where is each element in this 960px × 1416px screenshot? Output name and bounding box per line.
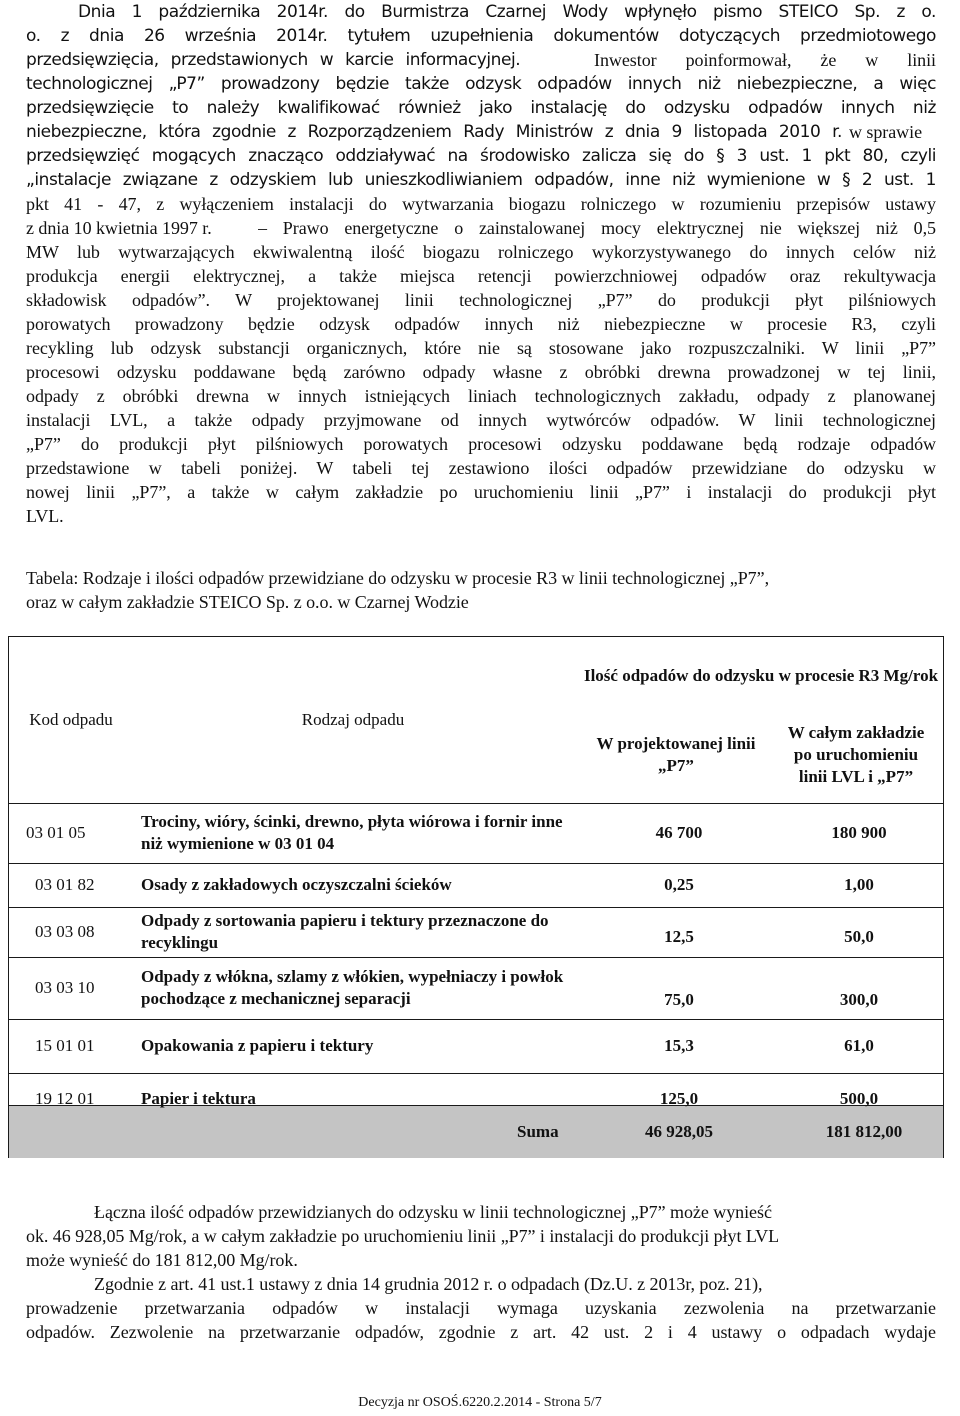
text-line: prowadzenie przetwarzania odpadów w instalacji wymaga uzyskania zezwolenia na przetwarzanie [26,1298,936,1318]
row-code: 19 12 01 [35,1089,95,1108]
row-code: 15 01 01 [35,1036,95,1055]
text-line: Dnia 1 października 2014r. do Burmistrza Czarnej Wody wpłynęło pismo STEICO Sp. z o. [78,2,936,22]
text-line: LVL. [26,506,64,526]
text-line: niebezpieczne, która zgodnie z Rozporządzeniem Rady Ministrów z dnia 9 listopada 2010 r. [26,122,842,142]
header-type: Rodzaj odpadu [301,710,405,729]
waste-table [8,636,944,1158]
text-line: przedstawione w tabeli poniżej. W tabeli tej zestawiono ilości odpadów przewidziane do odzysku w [26,458,936,478]
row-code: 03 03 10 [35,978,95,997]
text-line: w sprawie [849,122,923,142]
row-p7: 12,5 [664,927,694,946]
text-line: ok. 46 928,05 Mg/rok, a w całym zakładzie po uruchomieniu linii „P7” i instalacji do produkcji płyt LVL [26,1226,780,1246]
sum-plant: 181 812,00 [825,1121,903,1141]
text-line: technologicznej „P7” prowadzony będzie także odzysk odpadów innych niż niebezpieczne, a więc [26,74,936,94]
text-line: składowisk odpadów”. W projektowanej linii technologicznej „P7” do produkcji płyt pilśniowych [26,290,936,310]
text-line: pkt 41 - 47, z wyłączeniem instalacji do wytwarzania biogazu rolniczego w rozumieniu przepisów ustawy [26,194,936,214]
text-line: odpady z obróbki drewna w innych istniejących liniach technologicznych zakładu, odpady z planowanej [26,386,936,406]
table-caption: Tabela: Rodzaje i ilości odpadów przewidziane do odzysku w procesie R3 w linii technologicznej „P7”, [26,568,770,588]
text-line: z dnia 10 kwietnia 1997 r. [26,218,212,238]
text-line: Zgodnie z art. 41 ust.1 ustawy z dnia 14 grudnia 2012 r. o odpadach (Dz.U. z 2013r, poz. 21), [94,1274,763,1294]
header-whole-plant: W całym zakładzie po uruchomieniu linii LVL i „P7” [787,723,925,786]
row-plant: 50,0 [844,927,874,946]
text-line: procesowi odzysku poddawane będą zarówno odpady własne z obróbki drewna prowadzonej w tej linii, [26,362,936,382]
text-line: przedsięwzięcie to należy kwalifikować również jako instalację do odzysku odpadów innych niż [26,98,936,118]
row-p7: 46 700 [655,823,703,842]
text-line: o. z dnia 26 września 2014r. tytułem uzupełnienia dokumentów dotyczących przedmiotowego [26,26,936,46]
header-line-p7: W projektowanej linii „P7” [596,734,756,775]
text-line: produkcja energii elektrycznej, a także miejsca retencji powierzchniowej odpadów oraz rekultywacja [26,266,936,286]
row-code: 03 01 82 [35,875,95,894]
text-line: instalacji LVL, a także odpady przyjmowane od innych wytwórców odpadów. W linii technologicznej [26,410,936,430]
sum-p7: 46 928,05 [645,1121,713,1141]
sum-label: Suma [517,1121,559,1141]
text-line: przedsięwzięć mogących znacząco oddziaływać na środowisko zalicza się do § 3 ust. 1 pkt 80, czyli [26,146,936,166]
row-type: Odpady z sortowania papieru i tektury przeznaczone do recyklingu [141,911,549,952]
row-type: Opakowania z papieru i tektury [141,1036,374,1055]
text-line: porowatych prowadzony będzie odzysk odpadów innych niż niebezpieczne w procesie R3, czyli [26,314,936,334]
row-plant: 180 900 [831,823,887,842]
row-type: Osady z zakładowych oczyszczalni ścieków [141,875,452,894]
row-code: 03 01 05 [26,823,86,842]
row-type: Trociny, wióry, ścinki, drewno, płyta wiórowa i fornir inne niż wymienione w 03 01 04 [141,812,563,853]
row-plant: 300,0 [839,990,879,1009]
row-plant: 61,0 [844,1036,874,1055]
header-amount-group: Ilość odpadów do odzysku w procesie R3 Mg/rok [583,666,939,685]
text-line: recykling lub odzysk substancji organicznych, które nie są stosowane jako rozpuszczalniki. W linii „P7” [26,338,936,358]
row-plant: 1,00 [844,875,874,894]
text-line: „P7” do produkcji płyt pilśniowych porowatych procesowi odzysku poddawane będą rodzaje odpadów [26,434,936,454]
row-p7: 0,25 [664,875,694,894]
row-p7: 125,0 [659,1089,699,1108]
text-line: „instalacje związane z odzyskiem lub unieszkodliwianiem odpadów, inne niż wymienione w § 2 ust. 1 [26,170,936,190]
text-line: nowej linii „P7”, a także w całym zakładzie po uruchomieniu linii „P7” i instalacji do produkcji płyt [26,482,936,502]
header-code: Kod odpadu [29,710,113,729]
text-line: MW lub wytwarzających ekwiwalentną ilość biogazu rolniczego wykorzystywanego do innych celów niż [26,242,936,262]
row-p7: 15,3 [664,1036,694,1055]
text-line: może wynieść do 181 812,00 Mg/rok. [26,1250,298,1270]
text-line: – Prawo energetyczne o zainstalowanej mocy elektrycznej nie większej niż 0,5 [258,218,936,238]
text-line: odpadów. Zezwolenie na przetwarzanie odpadów, zgodnie z art. 42 ust. 2 i 4 ustawy o odpadach wydaje [26,1322,936,1342]
row-plant: 500,0 [839,1089,879,1108]
row-p7: 75,0 [664,990,694,1009]
table-caption: oraz w całym zakładzie STEICO Sp. z o.o. w Czarnej Wodzie [26,592,469,612]
text-line: Łączna ilość odpadów przewidzianych do odzysku w linii technologicznej „P7” może wynieść [94,1202,772,1222]
row-type: Odpady z włókna, szlamy z włókien, wypełniaczy i powłok pochodzące z mechanicznej separacji [141,967,564,1008]
row-code: 03 03 08 [35,922,95,941]
text-line: przedsięwzięcia, przedstawionych w karcie informacyjnej. [26,50,521,70]
row-type: Papier i tektura [141,1089,256,1108]
page-footer: Decyzja nr OSOŚ.6220.2.2014 - Strona 5/7 [358,1395,602,1410]
text-line: Inwestor poinformował, że w linii [594,50,936,70]
